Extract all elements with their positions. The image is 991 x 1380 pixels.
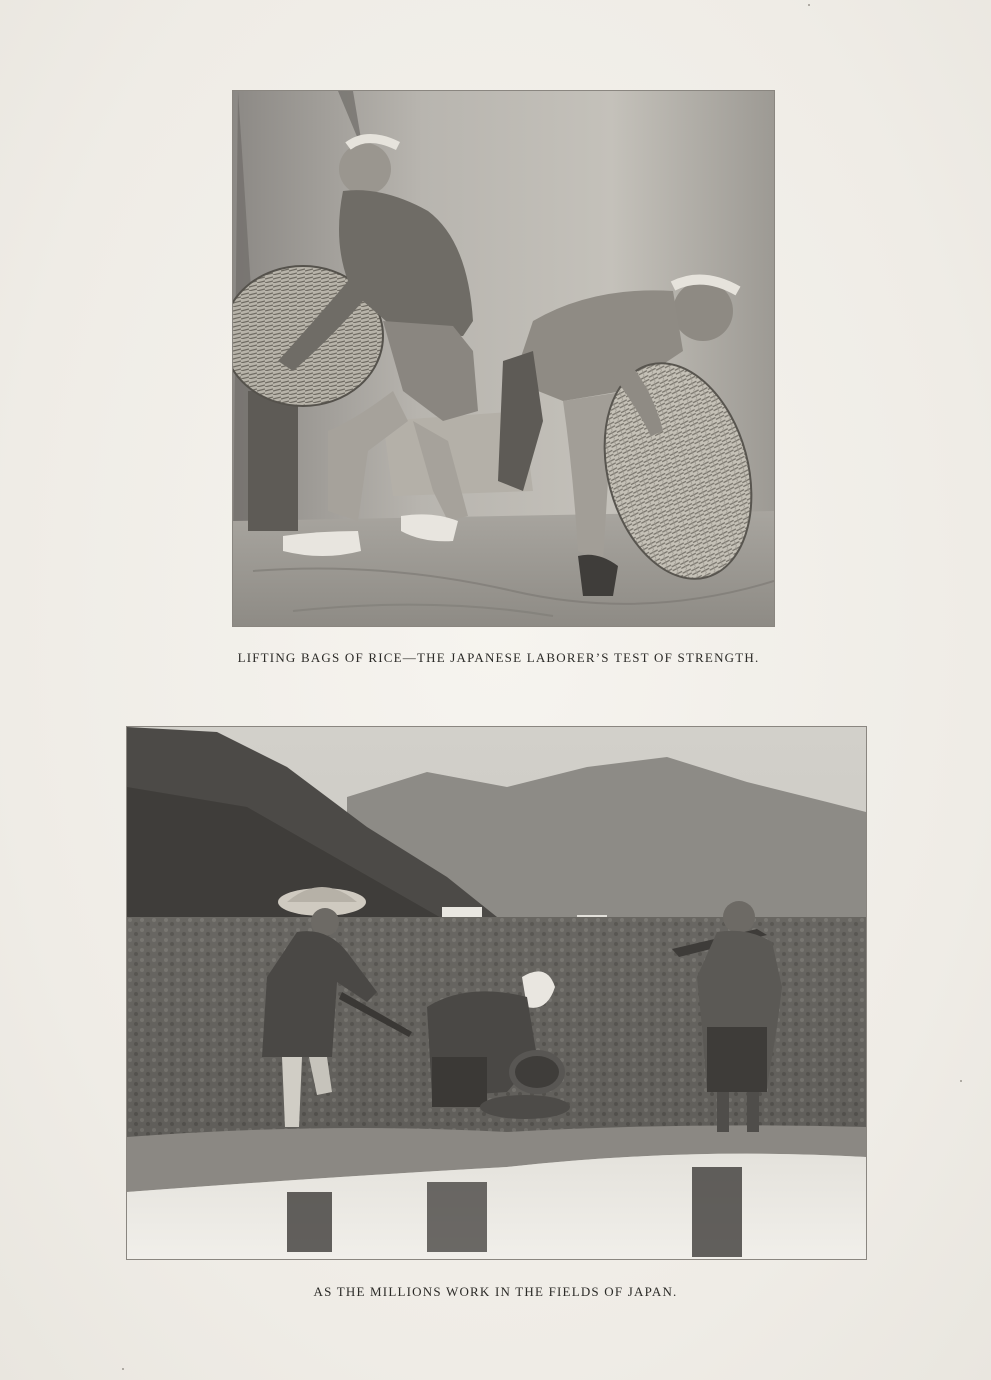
photo-rice-bag-lifting <box>233 91 774 626</box>
caption-rice-fields: AS THE MILLIONS WORK IN THE FIELDS OF JAPAN. <box>313 1284 678 1299</box>
rice-lifting-illustration <box>233 91 774 626</box>
photo-rice-field-workers <box>127 727 866 1259</box>
paper-speck <box>808 4 810 6</box>
paper-speck <box>960 1080 962 1082</box>
caption-rice-lifting: LIFTING BAGS OF RICE—THE JAPANESE LABORER’S TEST OF STRENGTH. <box>237 650 760 665</box>
rice-field-illustration <box>127 727 866 1259</box>
paper-speck <box>122 1368 124 1370</box>
